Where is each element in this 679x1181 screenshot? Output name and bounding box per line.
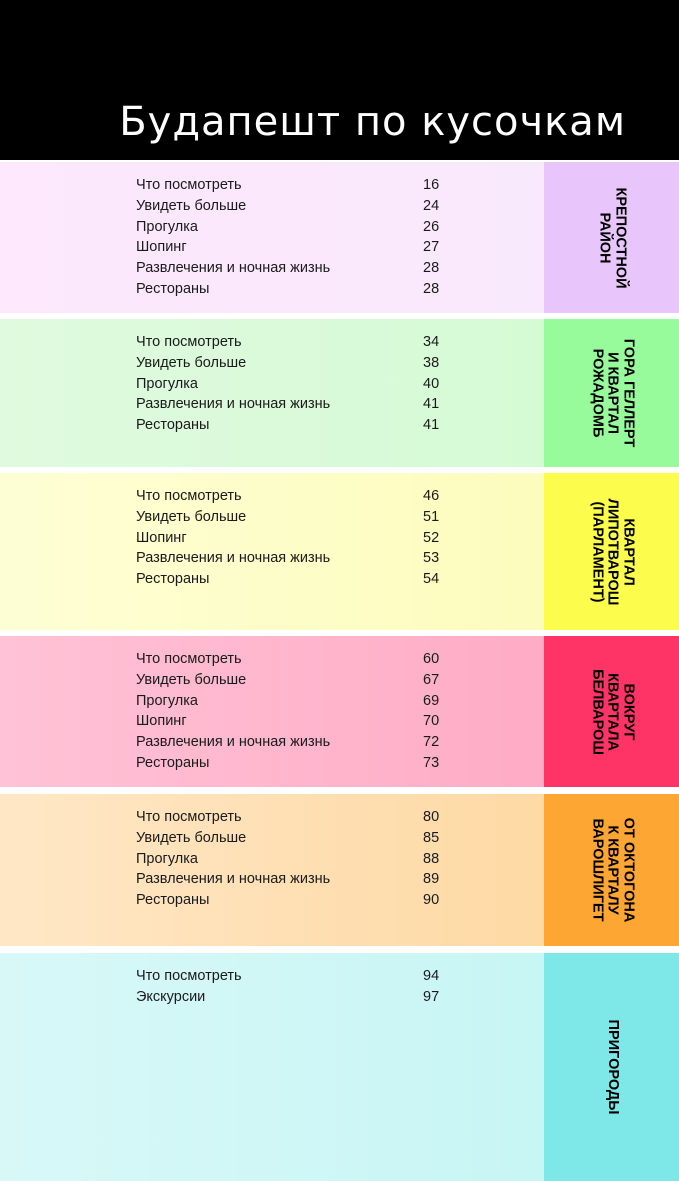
item-label: Экскурсии [136, 988, 206, 1005]
tab-title-line: РОЖАДОМБ [588, 348, 605, 438]
list-item[interactable] [136, 353, 446, 374]
section-1 [0, 162, 679, 313]
item-label: Шопинг [136, 713, 187, 730]
item-page-number: 72 [423, 734, 440, 751]
item-page-number: 94 [423, 968, 440, 984]
item-page-number: 34 [423, 334, 440, 350]
section-tab-title [588, 339, 635, 447]
item-page-number: 70 [423, 713, 440, 730]
section-3 [0, 473, 679, 630]
item-label: Прогулка [136, 218, 198, 235]
item-page-number: 88 [423, 850, 440, 867]
item-label: Рестораны [136, 571, 210, 588]
list-item[interactable] [136, 332, 446, 353]
item-label: Что посмотреть [136, 177, 242, 193]
contents-list [136, 649, 446, 774]
item-page-number: 60 [423, 651, 440, 667]
list-item[interactable] [136, 394, 446, 415]
list-item[interactable] [136, 828, 446, 849]
item-page-number: 67 [423, 671, 440, 688]
tab-title-line: ЛИПОТВАРОШ [604, 498, 621, 605]
tab-title-line: ГОРА ГЕЛЛЕРТ [619, 338, 636, 448]
section-tab-title [596, 187, 627, 288]
header-band [0, 0, 679, 160]
item-label: Что посмотреть [136, 968, 242, 984]
tab-title-line: ОТ ОКТОГОНА [619, 817, 636, 923]
item-page-number: 73 [423, 754, 440, 771]
list-item[interactable] [136, 374, 446, 395]
list-item[interactable] [136, 196, 446, 217]
tab-title-line: К КВАРТАЛУ [604, 825, 621, 915]
item-label: Что посмотреть [136, 651, 242, 667]
item-page-number: 38 [423, 354, 440, 371]
section-5 [0, 794, 679, 946]
item-page-number: 51 [423, 508, 440, 525]
item-label: Рестораны [136, 417, 210, 434]
section-tab-title [588, 498, 635, 605]
item-page-number: 97 [423, 988, 440, 1005]
list-item[interactable] [136, 869, 446, 890]
contents-list [136, 486, 446, 590]
item-label: Шопинг [136, 239, 187, 256]
tab-title-line: ПРИГОРОДЫ [604, 1019, 621, 1115]
item-label: Рестораны [136, 892, 210, 909]
section-2 [0, 319, 679, 467]
list-item[interactable] [136, 279, 446, 300]
list-item[interactable] [136, 649, 446, 670]
item-page-number: 69 [423, 692, 440, 709]
item-label: Увидеть больше [136, 197, 247, 214]
item-page-number: 46 [423, 488, 440, 504]
item-page-number: 28 [423, 280, 440, 297]
item-label: Развлечения и ночная жизнь [136, 260, 331, 277]
section-4 [0, 636, 679, 787]
contents-list [136, 175, 446, 300]
item-label: Что посмотреть [136, 334, 242, 350]
contents-list [136, 332, 446, 436]
section-tab-title [588, 669, 635, 755]
list-item[interactable] [136, 711, 446, 732]
item-page-number: 16 [423, 177, 440, 193]
contents-list [136, 966, 446, 1008]
list-item[interactable] [136, 237, 446, 258]
tab-title-line: КВАРТАЛ [619, 517, 636, 586]
section-tab[interactable] [544, 794, 679, 946]
item-label: Развлечения и ночная жизнь [136, 734, 331, 751]
item-page-number: 85 [423, 829, 440, 846]
list-item[interactable] [136, 548, 446, 569]
list-item[interactable] [136, 507, 446, 528]
page-title: Будапешт по кусочкам [119, 99, 626, 145]
item-page-number: 40 [423, 375, 440, 392]
contents-list [136, 807, 446, 911]
tab-title-line: (ПАРЛАМЕНТ) [588, 500, 605, 603]
list-item[interactable] [136, 849, 446, 870]
list-item[interactable] [136, 258, 446, 279]
section-tab[interactable] [544, 473, 679, 630]
list-item[interactable] [136, 217, 446, 238]
tab-title-line: РАЙОН [596, 211, 613, 264]
item-page-number: 41 [423, 396, 440, 413]
item-label: Увидеть больше [136, 354, 247, 371]
section-tab-title [604, 1020, 620, 1115]
item-page-number: 89 [423, 871, 440, 888]
item-page-number: 27 [423, 239, 440, 256]
section-tab[interactable] [544, 953, 679, 1181]
tab-title-line: БЕЛВАРОШ [588, 668, 605, 755]
item-label: Увидеть больше [136, 508, 247, 525]
item-page-number: 24 [423, 197, 440, 214]
list-item[interactable] [136, 890, 446, 911]
item-label: Развлечения и ночная жизнь [136, 871, 331, 888]
list-item[interactable] [136, 486, 446, 507]
tab-title-line: КВАРТАЛА [604, 672, 621, 751]
tab-title-line: КРЕПОСТНОЙ [612, 186, 628, 289]
list-item[interactable] [136, 415, 446, 436]
item-page-number: 53 [423, 550, 440, 567]
item-page-number: 90 [423, 892, 440, 909]
item-page-number: 54 [423, 571, 440, 588]
item-label: Развлечения и ночная жизнь [136, 396, 331, 413]
item-page-number: 41 [423, 417, 440, 434]
list-item[interactable] [136, 569, 446, 590]
item-label: Развлечения и ночная жизнь [136, 550, 331, 567]
item-label: Прогулка [136, 850, 198, 867]
list-item[interactable] [136, 691, 446, 712]
item-page-number: 26 [423, 218, 440, 235]
list-item[interactable] [136, 966, 446, 987]
item-label: Увидеть больше [136, 671, 247, 688]
item-label: Прогулка [136, 375, 198, 392]
list-item[interactable] [136, 175, 446, 196]
list-item[interactable] [136, 807, 446, 828]
list-item[interactable] [136, 987, 446, 1008]
list-item[interactable] [136, 670, 446, 691]
section-tab[interactable] [544, 162, 679, 313]
list-item[interactable] [136, 528, 446, 549]
list-item[interactable] [136, 732, 446, 753]
section-tab-title [588, 818, 635, 923]
item-label: Рестораны [136, 280, 210, 297]
section-tab[interactable] [544, 636, 679, 787]
tab-title-line: И КВАРТАЛ [604, 352, 621, 434]
item-label: Что посмотреть [136, 809, 242, 825]
list-item[interactable] [136, 753, 446, 774]
tab-title-line: ВАРОШЛИГЕТ [588, 818, 605, 922]
item-label: Рестораны [136, 754, 210, 771]
tab-title-line: ВОКРУГ [619, 683, 636, 740]
item-page-number: 28 [423, 260, 440, 277]
item-label: Прогулка [136, 692, 198, 709]
item-label: Что посмотреть [136, 488, 242, 504]
item-label: Шопинг [136, 529, 187, 546]
section-6 [0, 953, 679, 1181]
section-tab[interactable] [544, 319, 679, 467]
item-page-number: 52 [423, 529, 440, 546]
item-page-number: 80 [423, 809, 440, 825]
item-label: Увидеть больше [136, 829, 247, 846]
